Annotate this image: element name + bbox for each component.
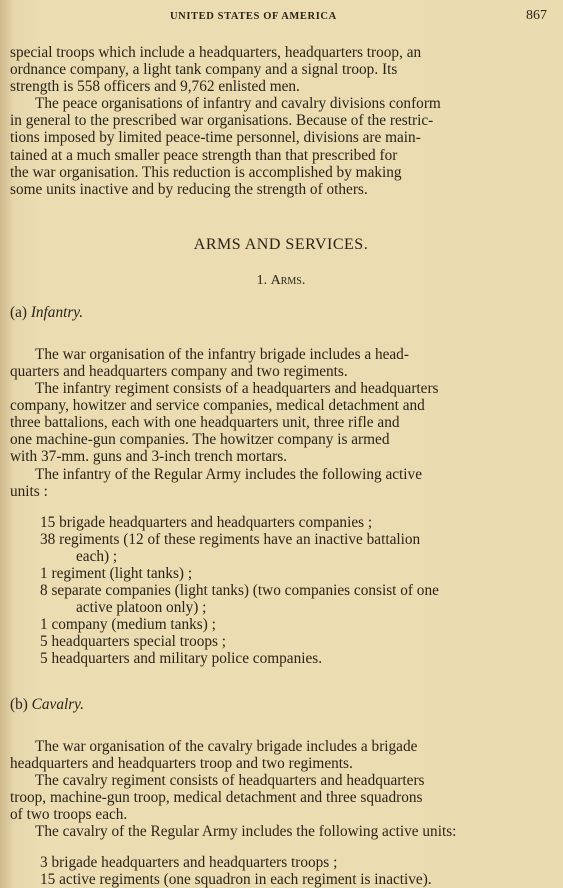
text-line: 3 brigade headquarters and headquarters troops ; [40,854,338,872]
list-item [40,514,552,531]
text-line: some units inactive and by reducing the strength of others. [10,180,368,198]
text-line: with 37-mm. guns and 3-inch trench mortars. [10,448,287,466]
infantry-heading [10,304,552,322]
text-line: 8 separate companies (light tanks) (two companies consist of one [40,582,439,600]
list-item [40,633,552,650]
cavalry-paragraph-2 [10,772,552,823]
text-line: three battalions, each with one headquarters unit, three rifle and [10,414,400,432]
section-title: ARMS AND SERVICES. [193,235,369,253]
text-line: The infantry regiment consists of a headquarters and headquarters [35,380,439,398]
cavalry-paragraph-3 [10,823,552,840]
text-line: tained at a much smaller peace strength than that prescribed for [10,146,398,164]
heading-letter: (b) [10,695,28,713]
text-line: ordnance company, a light tank company and a signal troop. Its [10,61,398,79]
text-line: The war organisation of the cavalry brigade includes a brigade [35,737,418,755]
page-body [10,44,552,888]
cavalry-heading [10,696,552,714]
subsection-name: Arms. [270,272,306,288]
list-item [40,565,552,582]
text-line: The war organisation of the infantry brigade includes a head- [35,345,409,363]
text-line: quarters and headquarters company and two regiments. [10,362,348,380]
subsection-number: 1. [256,272,268,288]
text-line: of two troops each. [10,805,128,823]
cavalry-paragraph-1 [10,738,552,772]
text-line: troop, machine-gun troop, medical detachment and three squadrons [10,788,423,806]
text-line: company, howitzer and service companies, medical detachment and [10,397,425,415]
list-item [40,871,552,888]
text-line: 15 brigade headquarters and headquarters companies ; [40,513,373,531]
list-item [40,854,552,871]
text-line: special troops which include a headquarters, headquarters troop, an [10,44,422,61]
list-item [40,650,552,667]
list-item [40,582,552,616]
text-line: one machine-gun companies. The howitzer company is armed [10,431,390,449]
text-line: strength is 558 officers and 9,762 enlisted men. [10,78,300,96]
page-header [0,8,563,28]
text-line: 1 company (medium tanks) ; [40,616,216,634]
running-title: UNITED STATES OF AMERICA [170,11,337,22]
heading-text: Infantry. [30,303,84,321]
text-line: in general to the prescribed war organisations. Because of the restric- [10,112,434,130]
text-line: The infantry of the Regular Army includes the following active [35,465,422,483]
text-line: units : [10,482,48,500]
text-line: 15 active regiments (one squadron in each regiment is inactive). [40,871,432,888]
heading-text: Cavalry. [31,695,84,713]
text-line: active platoon only) ; [76,599,207,617]
text-line: The cavalry regiment consists of headquarters and headquarters [35,771,425,789]
heading-letter: (a) [10,303,27,321]
list-item [40,616,552,633]
text-line: 38 regiments (12 of these regiments have an inactive battalion [40,530,421,548]
text-line: 5 headquarters special troops ; [40,633,227,651]
cavalry-units-list [10,854,552,888]
intro-paragraph-2 [10,95,552,198]
infantry-paragraph-3 [10,466,552,500]
infantry-paragraph-2 [10,380,552,465]
text-line: 1 regiment (light tanks) ; [40,564,193,582]
text-line: each) ; [76,547,118,565]
text-line: the war organisation. This reduction is accomplished by making [10,163,402,181]
text-line: 5 headquarters and military police companies. [40,650,323,668]
text-line: headquarters and headquarters troop and two regiments. [10,754,353,772]
text-line: The cavalry of the Regular Army includes the following active units: [35,823,457,840]
subsection-title [10,272,552,290]
text-line: tions imposed by limited peace-time personnel, divisions are main- [10,129,421,147]
infantry-units-list [10,514,552,668]
infantry-paragraph-1 [10,346,552,380]
list-item [40,531,552,565]
text-line: The peace organisations of infantry and cavalry divisions conform [35,95,441,113]
intro-paragraph-1 [10,44,552,95]
page-number: 867 [526,8,547,23]
